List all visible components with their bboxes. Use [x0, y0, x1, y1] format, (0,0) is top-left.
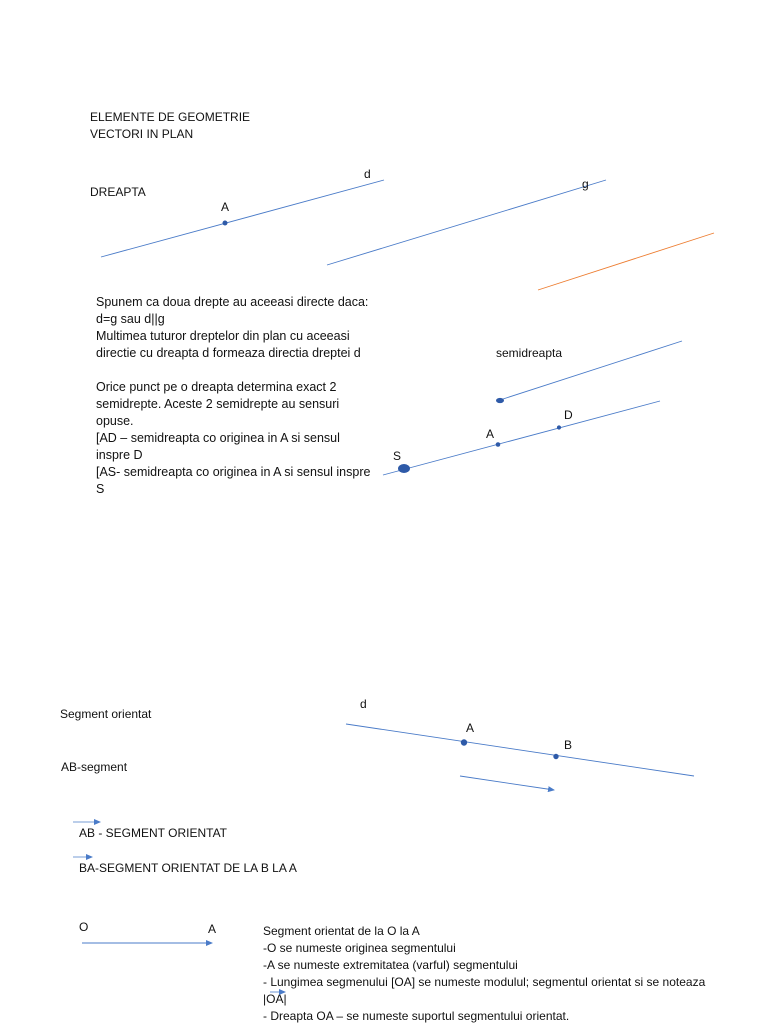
point-a [223, 221, 228, 226]
paragraph-line: opuse. [96, 414, 134, 428]
label-point-a3: A [466, 721, 475, 735]
label-line-d2: d [360, 697, 367, 711]
paragraph-line: inspre D [96, 448, 143, 462]
oa-line: -A se numeste extremitatea (varful) segmentului [263, 958, 518, 972]
line-d [101, 180, 384, 257]
ray-line [500, 341, 682, 400]
paragraph-line: Multimea tuturor dreptelor din plan cu aceeasi [96, 329, 350, 343]
oa-line: -O se numeste originea segmentului [263, 941, 456, 955]
label-point-a4: A [208, 922, 217, 936]
point-s [398, 464, 410, 473]
paragraph-line: S [96, 482, 105, 496]
paragraph-line: [AS- semidreapta co originea in A si sensul inspre [96, 465, 371, 479]
label-point-a2: A [486, 427, 495, 441]
title-line-2: VECTORI IN PLAN [90, 127, 194, 141]
point-a3 [461, 739, 467, 745]
semidreapta-label: semidreapta [496, 346, 563, 360]
ba-oriented-text: BA-SEGMENT ORIENTAT DE LA B LA A [79, 861, 297, 875]
oa-line: - Dreapta OA – se numeste suportul segmentului orientat. [263, 1009, 570, 1023]
segment-heading: Segment orientat [60, 707, 152, 721]
dreapta-heading: DREAPTA [90, 185, 146, 199]
segment-ab-arrow [460, 776, 554, 790]
ray-origin [496, 398, 504, 403]
line-segment-d [346, 724, 694, 776]
point-b [553, 754, 558, 759]
title-line-1: ELEMENTE DE GEOMETRIE [90, 110, 251, 124]
line-orange [538, 233, 714, 290]
ab-segment-text: AB-segment [61, 760, 128, 774]
label-point-o: O [79, 920, 89, 934]
oa-line: - Lungimea segmenului [OA] se numeste modulul; segmentul orientat si se noteaza [263, 975, 706, 989]
paragraph-line: d=g sau d||g [96, 312, 165, 326]
label-point-s: S [393, 449, 402, 463]
paragraph-line: semidrepte. Aceste 2 semidrepte au sensuri [96, 397, 340, 411]
label-point-a: A [221, 200, 230, 214]
paragraph-line: Spunem ca doua drepte au aceeasi directe daca: [96, 295, 369, 309]
paragraph-line: Orice punct pe o dreapta determina exact 2 [96, 380, 337, 394]
point-a2 [496, 442, 501, 447]
paragraph-line: [AD – semidreapta co originea in A si sensul [96, 431, 340, 445]
oa-line: Segment orientat de la O la A [263, 924, 420, 938]
oa-line: |OA| [263, 992, 287, 1006]
label-line-g: g [582, 177, 589, 191]
label-point-d: D [564, 408, 573, 422]
line-sad [383, 401, 660, 475]
ab-oriented-text: AB - SEGMENT ORIENTAT [79, 826, 228, 840]
point-d [557, 425, 561, 429]
label-point-b: B [564, 738, 573, 752]
label-line-d: d [364, 167, 371, 181]
paragraph-line: directie cu dreapta d formeaza directia dreptei d [96, 346, 361, 360]
line-g [327, 180, 606, 265]
